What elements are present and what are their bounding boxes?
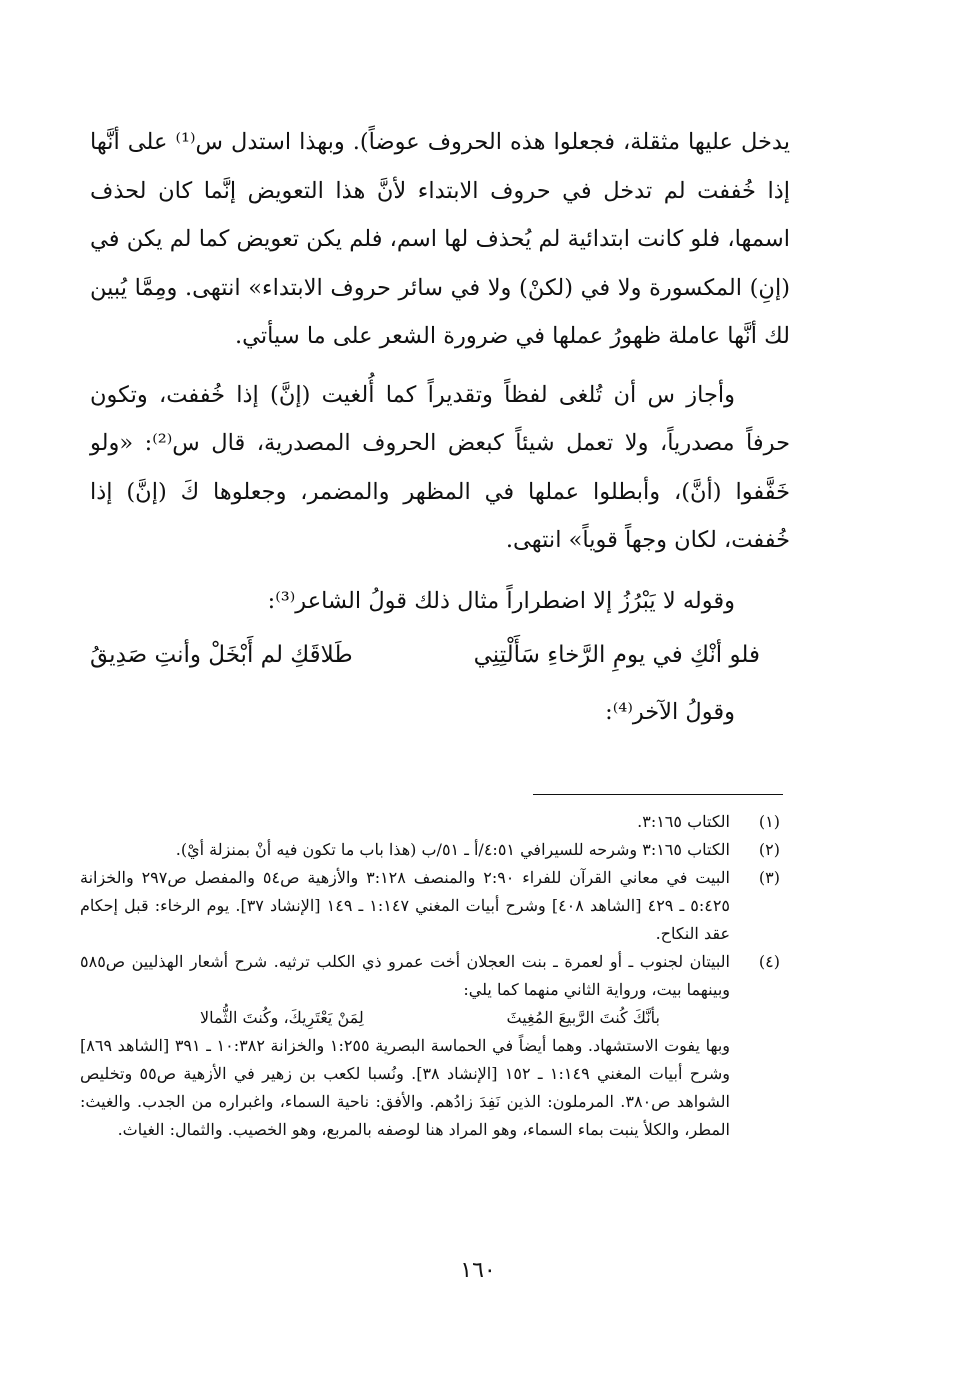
main-text <box>90 118 790 736</box>
footnote-divider <box>533 794 783 795</box>
page-number: ١٦٠ <box>460 1258 496 1283</box>
verse-second-hemistich: طَلاقَكِ لم أَبْخَلْ وأنتِ صَدِيقُ <box>90 642 353 668</box>
footnote-verse-second: لِمَنْ يَعْتَرِيكَ، وكُنتَ الثُّمالا <box>200 1008 364 1027</box>
footnote-number: (٣) <box>758 868 780 887</box>
footnote-text: الكتاب ٣:١٦٥. <box>637 812 730 831</box>
footnote-3 <box>80 864 780 948</box>
verse-first-hemistich: فلو أنْكِ في يومِ الرَّخاءِ سَأَلْتِنِي <box>473 642 760 668</box>
footnote-number: (٢) <box>758 840 780 859</box>
footnote-verse <box>80 1004 730 1032</box>
verse-line <box>90 631 790 680</box>
footnote-verse-first: بأنَّكَ كُنتَ الرَّبيعَ المُغِيثَ <box>506 1008 660 1027</box>
second-quote-intro: وقولُ الآخر⁽⁴⁾: <box>605 698 735 725</box>
quote-intro: وقوله لا يَبْرُزُ إلا اضطراراً مثال ذلك قولُ الشاعر⁽³⁾: <box>267 587 735 614</box>
footnote-1 <box>80 808 780 836</box>
footnote-text-continued: وبها يفوت الاستشهاد. وهما أيضاً في الحماسة البصرية ١:٢٥٥ والخزانة ١٠:٣٨٢ ـ ٣٩١ [الشاهد ٨٦٩] وشرح أبيات المغني ١:١٤٩ ـ ١٥٢ [الإنشاد ٣٨]. ونُسبا لكعب بن زهير في الأزهية ص٥٥ وتخليص الشواهد ص٣٨٠. المرملون: الذين نَفِدَ زادُهم. والأفق: ناحية السماء، واغبراره من الجدب. والغيث: المطر، والكلأ ينبت بماء السماء، وهو المراد هنا لوصفه بالمربع، وهو الخصيب. والثمال: الغياث. <box>80 1036 731 1139</box>
paragraph-1: يدخل عليها مثقلة، فجعلوا هذه الحروف عوضاً). وبهذا استدل س⁽¹⁾ على أنَّها إذا خُففت لم تدخل في حروف الابتداء لأنَّ هذا التعويض إنَّما كان لحذف اسمها، فلو كانت ابتدائية لم يُحذف لها اسم، فلم يكن تعويض كما لم يكن في (إنِ) المكسورة ولا في (لكنْ) ولا في سائر حروف الابتداء» انتهى. ومِمَّا يُبين لك أنَّها عاملة ظهورُ عملها في ضرورة الشعر على ما سيأتي. <box>90 129 790 349</box>
footnote-number: (٤) <box>758 952 780 971</box>
footnotes <box>80 808 780 1144</box>
footnote-2 <box>80 836 780 864</box>
paragraph-2: وأجاز س أن تُلغى لفظاً وتقديراً كما أُلغيت (إنَّ) إذا خُففت، وتكون حرفاً مصدرياً، ولا تعمل شيئاً كبعض الحروف المصدرية، قال س⁽²⁾: «ولو خَفَّفوا (أنَّ)، وأبطلوا عملها في المظهر والمضمر، وجعلوها كَ (إنَّ) إذا خُففت، لكان وجهاً قوياً» انتهى. <box>90 381 790 553</box>
footnote-number: (١) <box>758 812 780 831</box>
footnote-text: البيت في معاني القرآن للفراء ٢:٩٠ والمنصف ٣:١٢٨ والأزهية ص٥٤ والمفصل ص٢٩٧ والخزانة ٥:٤٢٥ ـ ٤٢٩ [الشاهد ٤٠٨] وشرح أبيات المغني ١:١٤٧ ـ ١٤٩ [الإنشاد ٣٧]. يوم الرخاء: قبل إحكام عقد النكاح. <box>80 868 731 943</box>
footnote-text: الكتاب ٣:١٦٥ وشرحه للسيرافي ٤:٥١/أ ـ ٥١/ب (هذا باب ما تكون فيه أنْ بمنزلة أيْ). <box>175 840 730 859</box>
footnote-4 <box>80 948 780 1144</box>
footnote-text: البيتان لجنوب ـ أو لعمرة ـ بنت العجلان أخت عمرو ذي الكلب ترثيه. شرح أشعار الهذليين ص٥٨٥ وبينهما بيت، ورواية الثاني منهما كما يلي: <box>80 952 730 999</box>
